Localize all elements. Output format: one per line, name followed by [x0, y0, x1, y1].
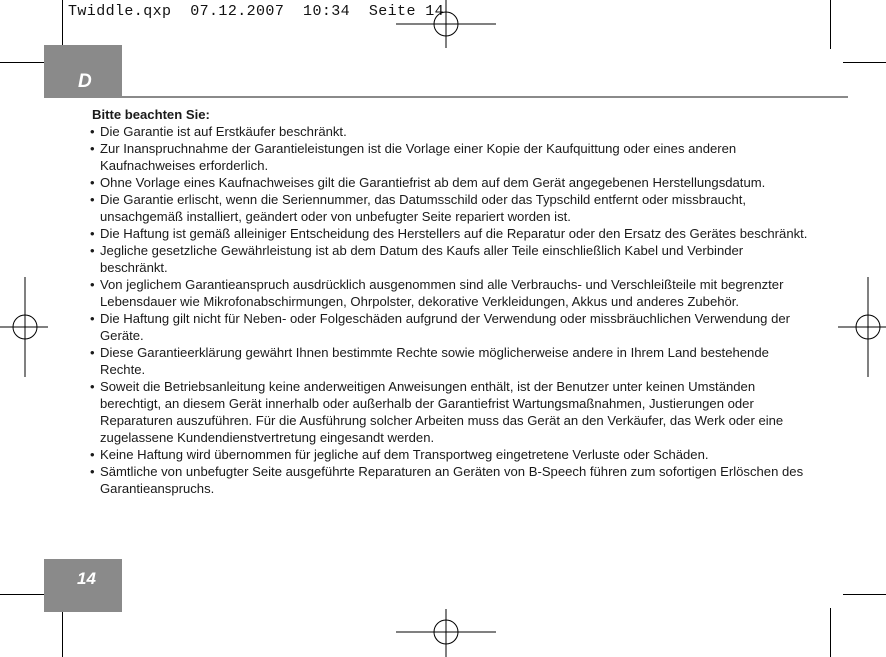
registration-mark-top [396, 0, 496, 50]
list-item: • Ohne Vorlage eines Kaufnachweises gilt die Garantiefrist ab dem auf dem Gerät angegebenen Herstellungsdatum. [90, 174, 810, 191]
crop-mark-top-left-vertical [62, 0, 63, 49]
list-item: • Von jeglichem Garantieanspruch ausdrücklich ausgenommen sind alle Verbrauchs- und Verschleißteile mit begrenzter Lebensdauer wie Mikrofonabschirmungen, Ohrpolster, dekorative Verkleidungen, Akkus und anderes Zubehör. [90, 276, 810, 310]
registration-mark-right [836, 277, 886, 377]
list-item: • Die Haftung ist gemäß alleiniger Entscheidung des Herstellers auf die Reparatur oder den Ersatz des Gerätes beschränkt. [90, 225, 810, 242]
list-item: • Zur Inanspruchnahme der Garantieleistungen ist die Vorlage einer Kopie der Kaufquittung oder eines anderen Kaufnachweises erforderlich. [90, 140, 810, 174]
crop-mark-bottom-right-vertical [830, 608, 831, 657]
registration-mark-left [0, 277, 50, 377]
list-item: • Diese Garantieerklärung gewährt Ihnen bestimmte Rechte sowie möglicherweise andere in Ihrem Land bestehende Rechte. [90, 344, 810, 378]
list-item: • Keine Haftung wird übernommen für jegliche auf dem Transportweg eingetretene Verluste oder Schäden. [90, 446, 810, 463]
list-item: • Die Garantie ist auf Erstkäufer beschränkt. [90, 123, 810, 140]
notes-list [90, 123, 810, 497]
list-item: • Die Garantie erlischt, wenn die Seriennummer, das Datumsschild oder das Typschild entfernt oder missbraucht, unsachgemäß installiert, geändert oder von unbefugter Seite repariert worden ist. [90, 191, 810, 225]
page-number-tab [44, 559, 122, 612]
language-tab-label: D [78, 71, 92, 92]
crop-mark-top-right-horizontal [843, 62, 886, 63]
language-tab [44, 45, 122, 98]
print-slug: Twiddle.qxp 07.12.2007 10:34 Seite 14 [68, 3, 445, 20]
crop-mark-top-right-vertical [830, 0, 831, 49]
list-item: • Soweit die Betriebsanleitung keine anderweitigen Anweisungen enthält, ist der Benutzer unter keinen Umständen berechtigt, an diesem Gerät innerhalb oder außerhalb der Garantiefrist Wartungsmaßnahmen, Justierungen oder Reparaturen auszuführen. Für die Ausführung solcher Arbeiten muss das Gerät an den Verkäufer, das Werk oder eine zugelassene Kundendienstvertretung eingesandt werden. [90, 378, 810, 446]
page-number: 14 [77, 569, 96, 588]
list-item: • Die Haftung gilt nicht für Neben- oder Folgeschäden aufgrund der Verwendung oder missbräuchlichen Verwendung der Geräte. [90, 310, 810, 344]
header-rule [122, 96, 848, 98]
warranty-notes [90, 106, 810, 497]
list-item: • Jegliche gesetzliche Gewährleistung ist ab dem Datum des Kaufs aller Teile einschließlich Kabel und Verbinder beschränkt. [90, 242, 810, 276]
registration-mark-bottom [396, 607, 496, 657]
notes-heading: Bitte beachten Sie: [92, 107, 210, 122]
list-item: • Sämtliche von unbefugter Seite ausgeführte Reparaturen an Geräten von B-Speech führen zum sofortigen Erlöschen des Garantieanspruchs. [90, 463, 810, 497]
crop-mark-top-left-horizontal [0, 62, 50, 63]
crop-mark-bottom-right-horizontal [843, 594, 886, 595]
crop-mark-bottom-left-horizontal [0, 594, 50, 595]
crop-mark-bottom-left-vertical [62, 608, 63, 657]
